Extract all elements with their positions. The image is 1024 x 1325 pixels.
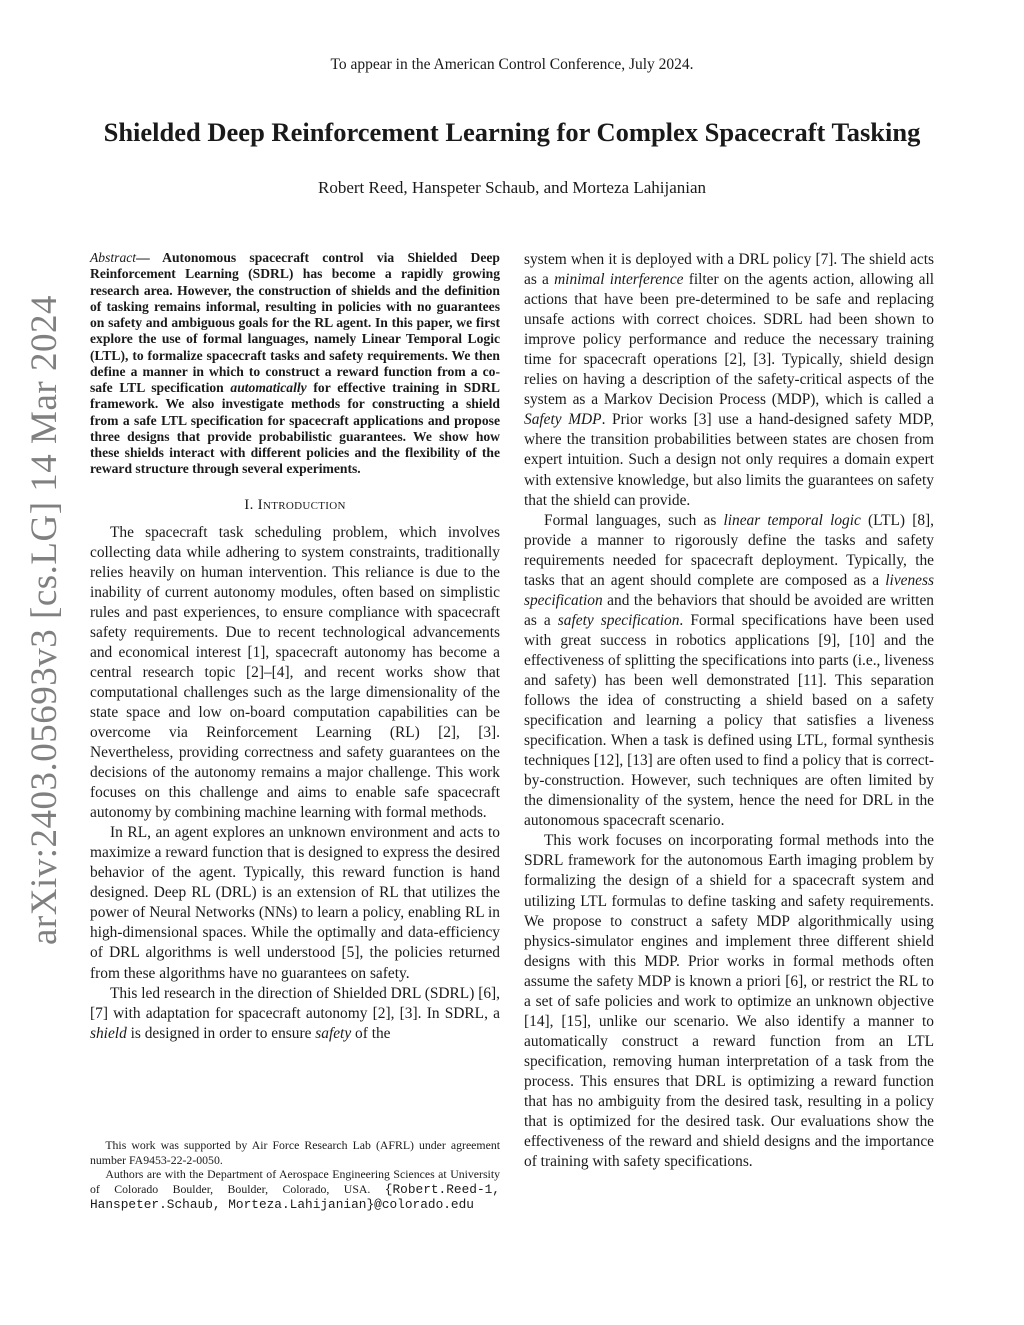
r-p1-emphasis-safety-mdp: Safety MDP: [524, 411, 602, 429]
abstract-text-1: — Autonomous spacecraft control via Shielded Deep Reinforcement Learning (SDRL) has become a rapidly growing research area. However, the construction of shields and the definition of tasking remains informal, resulting in policies with no guarantees on safety and ambiguous goals for the RL agent. In this paper, we first explore the use of formal languages, namely Linear Temporal Logic (LTL), to formalize spacecraft tasks and safety requirements. We then define a manner in which to construct a reward function from a co-safe LTL specification: [90, 250, 500, 395]
r-p2-text-b: (LTL) [8], provide a manner to rigorously define the tasks and safety requirements needed for spacecraft deployment. Typically, the tasks that an agent should complete are composed as a: [524, 511, 934, 589]
footnotes: [90, 1138, 500, 1213]
p3-emphasis-shield: shield: [90, 1024, 127, 1042]
footnote-affiliation: [90, 1167, 500, 1213]
intro-paragraph-4: [524, 250, 934, 511]
p3-text-c: of the: [351, 1024, 391, 1042]
intro-paragraph-3: [90, 984, 500, 1044]
r-p2-text-d: . Formal specifications have been used with great success in robotics applications [9], [10] and the effectiveness of splitting the specifications into parts (i.e., liveness and safety) has been well demonstrated [11]. This separation follows the idea of constructing a shield based on a safety specification and learning a policy that satisfies a liveness specification. When a task is defined using LTL, formal synthesis techniques [12], [13] are often used to find a policy that is correct-by-construction. However, such techniques are often limited by the dimensionality of the system, hence the need for DRL in the autonomous spacecraft scenario.: [524, 611, 934, 830]
right-column: [524, 250, 934, 1172]
paper-authors: Robert Reed, Hanspeter Schaub, and Morteza Lahijanian: [317, 178, 707, 197]
r-p1-text-c: . Prior works [3] use a hand-designed safety MDP, where the transition probabilities between states are chosen from expert intuition. Such a design not only requires a domain expert with extensive knowledge, but also limits the guarantees on safety that the shield can provide.: [524, 411, 934, 509]
r-p1-text-b: filter on the agents action, allowing all actions that have been pre-determined to be safe and replacing unsafe actions with correct choices. SDRL had been shown to improve policy performance and reduce the necessary training time for spacecraft operations [2], [3]. Typically, shield design relies on having a description of the safety-critical aspects of the system as a Markov Decision Process (MDP), which is called a: [524, 271, 934, 409]
footnote-funding: This work was supported by Air Force Research Lab (AFRL) under agreement number FA9453-22-2-0050.: [90, 1138, 500, 1167]
r-p2-emphasis-ltl: linear temporal logic: [723, 511, 861, 529]
r-p1-emphasis-minimal-interference: minimal interference: [554, 271, 684, 289]
author-emails: {Robert.Reed-1, Hanspeter.Schaub, Morteza.Lahijanian}@colorado.edu: [90, 1181, 500, 1212]
r-p2-text-c: and the behaviors that should be avoided are written as a: [524, 591, 934, 629]
abstract-label: Abstract: [90, 250, 137, 265]
r-p2-text-a: Formal languages, such as: [544, 511, 724, 529]
intro-paragraph-6: This work focuses on incorporating formal methods into the SDRL framework for the autonomous Earth imaging problem by formalizing the design of a shield for a spacecraft system and utilizing LTL formulas to define tasking and safety requirements. We propose to construct a safety MDP algorithmically using physics-simulator engines and implement three different shield designs with this MDP. Prior works in formal methods often assume the safety MDP is known a priori [6], or restrict the RL to a set of safe policies and work to optimize an unknown objective [14], [15], unlike our scenario. We also identify a manner to automatically construct a reward function from an LTL specification, removing human interpretation of a task from the process. This ensures that DRL is optimizing a reward function that has no ambiguity from the desired task, resulting in a policy that is optimized for the desired task. Our evaluations show the effectiveness of the reward and shield designs and the importance of training with safety specifications.: [524, 832, 934, 1171]
intro-paragraph-2: In RL, an agent explores an unknown environment and acts to maximize a reward function that is designed to express the desired behavior of the agent. Typically, this reward function is hand designed. Deep RL (DRL) is an extension of RL that utilizes the power of Neural Networks (NNs) to learn a policy, enabling RL in high-dimensional spaces. While the optimally and data-efficiency of DRL algorithms is well understood [5], the policies returned from these algorithms have no guarantees on safety.: [90, 824, 500, 982]
abstract: [90, 250, 500, 478]
r-p2-emphasis-safety-spec: safety specification: [557, 611, 680, 629]
arxiv-identifier: arXiv:2403.05693v3 [cs.LG] 14 Mar 2024: [24, 295, 65, 945]
p3-emphasis-safety: safety: [315, 1024, 352, 1042]
section-heading-introduction: I. Introduction: [244, 496, 346, 513]
p3-text-a: This led research in the direction of Shielded DRL (SDRL) [6], [7] with adaptation for spacecraft autonomy [2], [3]. In SDRL, a: [90, 984, 500, 1022]
abstract-emphasis: automatically: [230, 380, 307, 395]
paper-title: Shielded Deep Reinforcement Learning for Complex Spacecraft Tasking: [103, 117, 921, 147]
intro-paragraph-5: [524, 511, 934, 832]
abstract-body-start: [90, 250, 500, 476]
r-p2-emphasis-liveness: liveness specification: [524, 571, 934, 609]
left-column: [90, 250, 500, 1044]
abstract-text-2: for effective training in SDRL framework. We also investigate methods for constructing a shield from a safe LTL specification for spacecraft applications and propose three designs that provide probabilistic guarantees. We show how these shields interact with different policies and the flexibility of the reward structure through several experiments.: [90, 380, 500, 477]
conference-note: To appear in the American Control Conference, July 2024.: [330, 56, 694, 73]
p3-text-b: is designed in order to ensure: [126, 1024, 316, 1042]
r-p1-text-a: system when it is deployed with a DRL policy [7]. The shield acts as a: [524, 251, 934, 289]
intro-paragraph-1: The spacecraft task scheduling problem, which involves collecting data while adhering to system constraints, traditionally relies heavily on human intervention. This reliance is due to the inability of current autonomy modules, often based on simplistic rules and past experiences, to ensure compliance with spacecraft safety requirements. Due to recent technological advancements and economical interest [1], spacecraft autonomy has become a central research topic [2]–[4], and recent works show that computational challenges such as the large dimensionality of the state space and low on-board computation capabilities can be overcome via Reinforcement Learning (RL) [2], [3]. Nevertheless, providing correctness and safety guarantees on the decisions of the autonomy remains a major challenge. This work focuses on this challenge and aims to enable safe spacecraft autonomy by combining machine learning with formal methods.: [90, 523, 500, 822]
footnote-affiliation-text: Authors are with the Department of Aerospace Engineering Sciences at University of Colorado Boulder, Boulder, Colorado, USA.: [90, 1167, 500, 1196]
